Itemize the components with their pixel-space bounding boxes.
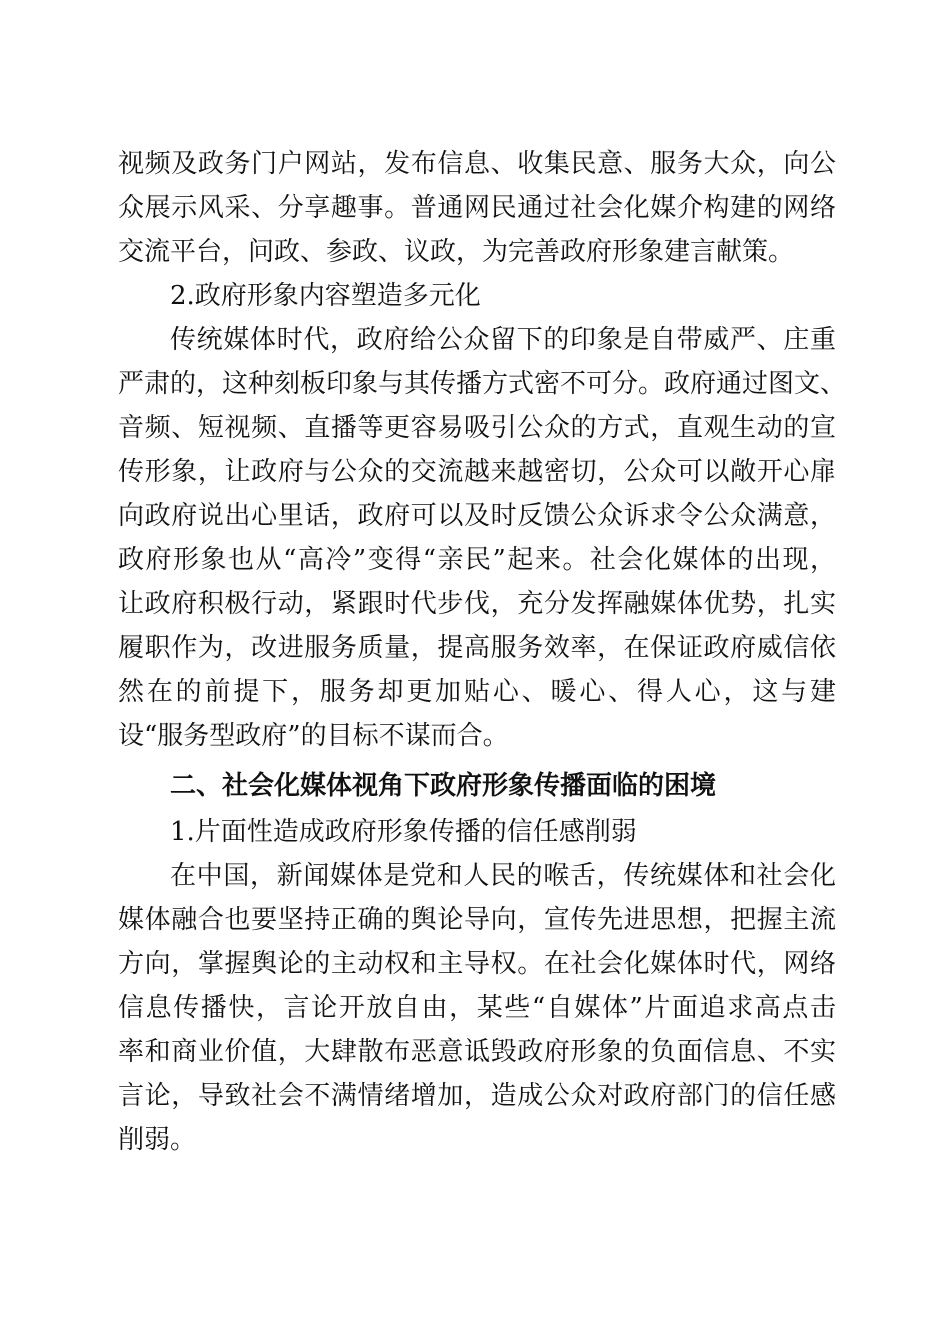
- body-text-line: 向政府说出心里话，政府可以及时反馈公众诉求令公众满意，: [118, 501, 836, 531]
- body-text-line: 削弱。: [118, 1125, 197, 1155]
- body-text-line: 方向，掌握舆论的主动权和主导权。在社会化媒体时代，网络: [118, 949, 836, 979]
- subsection-heading: 2.政府形象内容塑造多元化: [170, 281, 481, 311]
- body-text-line: 让政府积极行动，紧跟时代步伐，充分发挥融媒体优势，扎实: [118, 589, 836, 619]
- body-text-line: 言论，导致社会不满情绪增加，造成公众对政府部门的信任感: [118, 1081, 836, 1111]
- body-text-line: 传形象，让政府与公众的交流越来越密切，公众可以敞开心扉: [118, 457, 836, 487]
- body-text-line: 严肃的，这种刻板印象与其传播方式密不可分。政府通过图文、: [118, 369, 847, 399]
- section-heading: 二、社会化媒体视角下政府形象传播面临的困境: [170, 771, 717, 801]
- body-text-line: 率和商业价值，大肆散布恶意诋毁政府形象的负面信息、不实: [118, 1037, 836, 1067]
- body-text-line: 交流平台，问政、参政、议政，为完善政府形象建言献策。: [118, 237, 795, 267]
- paragraph-first-line: 在中国，新闻媒体是党和人民的喉舌，传统媒体和社会化: [170, 861, 836, 891]
- body-text-line: 信息传播快，言论开放自由，某些“自媒体”片面追求高点击: [118, 993, 836, 1023]
- body-text-line: 设“服务型政府”的目标不谋而合。: [118, 721, 509, 751]
- body-text-line: 音频、短视频、直播等更容易吸引公众的方式，直观生动的宣: [118, 413, 836, 443]
- paragraph-first-line: 传统媒体时代，政府给公众留下的印象是自带威严、庄重: [170, 325, 836, 355]
- body-text-line: 然在的前提下，服务却更加贴心、暖心、得人心，这与建: [118, 677, 836, 707]
- body-text-line: 媒体融合也要坚持正确的舆论导向，宣传先进思想，把握主流: [118, 905, 836, 935]
- body-text-line: 履职作为，改进服务质量，提高服务效率，在保证政府威信依: [118, 633, 836, 663]
- body-text-line: 政府形象也从“高冷”变得“亲民”起来。社会化媒体的出现，: [118, 545, 836, 575]
- body-text-line: 众展示风采、分享趣事。普通网民通过社会化媒介构建的网络: [118, 193, 836, 223]
- subsection-heading: 1.片面性造成政府形象传播的信任感削弱: [170, 817, 637, 847]
- body-text-line: 视频及政务门户网站，发布信息、收集民意、服务大众，向公: [118, 149, 836, 179]
